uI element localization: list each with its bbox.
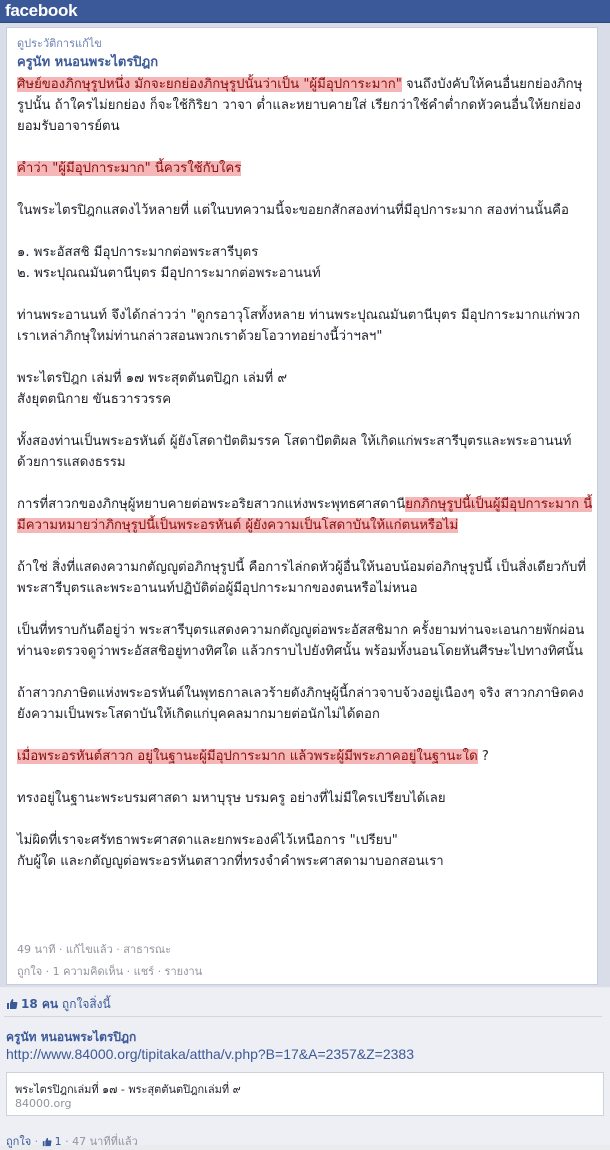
post-paragraph [17, 557, 595, 599]
paragraph-text: จนถึงบังคับให้คนอื่นยกย่องภิกษุรูปนั้น ถ้าใครไม่ยกย่อง ก็จะใช้กิริยา วาจา ต่ำและหยาบคายใส่ เรียกว่าใช้คำต่ำกดหัวคนอื่นให้ยกย่อง ยอมรับอาจารย์ตน [17, 77, 586, 134]
comment-time: · 47 นาทีที่แล้ว [65, 1135, 138, 1148]
highlighted-text: ศิษย์ของภิกษุรูปหนึ่ง มักจะยกย่องภิกษุรูปนั้นว่าเป็น "ผู้มีอุปการะมาก" [17, 77, 402, 92]
paragraph-gap [17, 809, 595, 830]
paragraph-gap [17, 662, 595, 683]
top-bar [0, 0, 610, 23]
highlighted-text: ยกภิกษุรูปนี้เป็นผู้มีอุปการะมาก นี้มีความหมายว่าภิกษุรูปนี้เป็นพระอรหันต์ ผู้ยังความเป็นโสดาบันให้แก่ตนหรือไม่ [17, 497, 593, 533]
edit-history-link[interactable]: ดูประวัติการแก้ไข [17, 37, 102, 50]
post-paragraph [17, 305, 595, 347]
post-meta: 49 นาที · แก้ไขแล้ว · สาธารณะ [17, 943, 172, 956]
post-paragraph [17, 683, 595, 725]
paragraph-gap [17, 767, 595, 788]
paragraph-gap [17, 536, 595, 557]
paragraph-text: ถ้าสาวกภาษิตแห่งพระอรหันต์ในพุทธกาลเลวร้ายดังภิกษุผู้นี้กล่าวจาบจ้วงอยู่เนืองๆ จริง สาวกภาษิตคงยังความเป็นพระโสดาบันให้เกิดแก่บุคคลมากมายต่อนักไม่ได้ดอก [17, 686, 584, 722]
post-paragraph [17, 620, 595, 662]
paragraph-text: ในพระไตรปิฎกแสดงไว้หลายที่ แต่ในบทความนี้จะขอยกสักสองท่านที่มีอุปการะมาก สองท่านนั้นคือ [17, 203, 569, 218]
paragraph-gap [17, 137, 595, 158]
paragraph-text: ท่านพระอานนท์ จึงได้กล่าวว่า "ดูกรอาวุโสทั้งหลาย ท่านพระปุณณมันตานีบุตร มีอุปการะมากแก่พวกเราเหล่าภิกษุใหม่ท่านกล่าวสอนพวกเราด้วยโอวาทอย่างนี้ว่าฯลฯ" [17, 308, 581, 344]
like-count: 18 คน [21, 997, 59, 1011]
paragraph-gap [17, 347, 595, 368]
post-paragraph [17, 494, 595, 536]
thumbs-up-icon [6, 998, 18, 1010]
paragraph-text: พระไตรปิฎก เล่มที่ ๑๗ พระสุตตันตปิฎก เล่มที่ ๙ สังยุตตนิกาย ขันธวารวรรค [17, 371, 288, 407]
post-paragraph [17, 431, 595, 473]
comment-like-count[interactable]: 1 [54, 1135, 62, 1148]
post-body [17, 74, 595, 872]
post-paragraph [17, 158, 595, 179]
comment-link[interactable]: http://www.84000.org/tipitaka/attha/v.php?B=17&A=2357&Z=2383 [6, 1046, 414, 1062]
post-paragraph [17, 368, 595, 410]
divider [4, 1016, 602, 1017]
highlighted-text: เมื่อพระอรหันต์สาวก อยู่ในฐานะผู้มีอุปการะมาก แล้วพระผู้มีพระภาคอยู่ในฐานะใด [17, 749, 478, 764]
post-paragraph [17, 242, 595, 284]
post-paragraph [17, 788, 595, 809]
paragraph-text: ? [477, 749, 489, 764]
paragraph-gap [17, 284, 595, 305]
comment-author[interactable]: ครูนัท หนอนพระไตรปิฎก [6, 1030, 137, 1044]
thumbs-up-icon [42, 1137, 52, 1147]
paragraph-gap [17, 599, 595, 620]
preview-domain: 84000.org [15, 1097, 72, 1110]
post-actions[interactable]: ถูกใจ · 1 ความคิดเห็น · แชร์ · รายงาน [17, 965, 203, 978]
paragraph-gap [17, 179, 595, 200]
post-paragraph [17, 746, 595, 767]
post-author[interactable]: ครูนัท หนอนพระไตรปิฎก [17, 55, 159, 70]
paragraph-text: การที่สาวกของภิกษุผู้หยาบคายต่อพระอริยสาวกแห่งพระพุทธศาสดานี [17, 497, 406, 512]
post-paragraph [17, 830, 595, 872]
paragraph-text: ทั้งสองท่านเป็นพระอรหันต์ ผู้ยังโสดาปัตติมรรค โสดาปัตติผล ให้เกิดแก่พระสารีบุตรและพระอานนท์ ด้วยการแสดงธรรม [17, 434, 576, 470]
paragraph-gap [17, 410, 595, 431]
post-paragraph [17, 200, 595, 221]
link-preview[interactable] [6, 1072, 604, 1116]
post-frame [0, 23, 610, 987]
preview-title: พระไตรปิฎกเล่มที่ ๑๗ - พระสุตตันตปิฎกเล่มที่ ๙ [15, 1083, 241, 1096]
paragraph-gap [17, 473, 595, 494]
post-paragraph [17, 74, 595, 137]
paragraph-text: ๑. พระอัสสชิ มีอุปการะมากต่อพระสารีบุตร ๒. พระปุณณมันตานีบุตร มีอุปการะมากต่อพระอานนท์ [17, 245, 321, 281]
highlighted-text: คำว่า "ผู้มีอุปการะมาก" นี้ควรใช้กับใคร [17, 161, 242, 176]
paragraph-text: ทรงอยู่ในฐานะพระบรมศาสดา มหาบุรุษ บรมครู อย่างที่ไม่มีใครเปรียบได้เลย [17, 791, 446, 806]
feedback-section [0, 988, 610, 1148]
like-suffix: ถูกใจสิ่งนี้ [58, 997, 111, 1011]
facebook-logo[interactable]: facebook [5, 1, 78, 20]
paragraph-text: ไม่ผิดที่เราจะศรัทธาพระศาสดาและยกพระองค์ไว้เหนือการ "เปรียบ" กับผู้ใด และกตัญญูต่อพระอรหันตสาวกที่ทรงจำคำพระศาสดามาบอกสอนเรา [17, 833, 444, 869]
like-summary[interactable] [6, 995, 111, 1014]
comment-meta: ถูกใจ · 1 · 47 นาทีที่แล้ว [6, 1135, 138, 1148]
paragraph-text: เป็นที่ทราบกันดีอยู่ว่า พระสารีบุตรแสดงความกตัญญูต่อพระอัสสชิมาก ครั้งยามท่านจะเอนกายพักผ่อน ท่านจะตรวจดูว่าพระอัสสชิอยู่ทางทิศใด แล้วกราบไปยังทิศนั้น พร้อมทั้งนอนโดยหันศีรษะไปทางทิศนั้น [17, 623, 589, 659]
paragraph-text: ถ้าใช่ สิ่งที่แสดงความกตัญญูต่อภิกษุรูปนี้ คือการไล่กดหัวผู้อื่นให้นอบน้อมต่อภิกษุรูปนี้ เป็นสิ่งเดียวกับที่พระสารีบุตรและพระอานนท์ปฏิบัติต่อผู้มีอุปการะมากของตนหรือไม่หนอ [17, 560, 587, 596]
post-card [6, 27, 598, 985]
paragraph-gap [17, 725, 595, 746]
paragraph-gap [17, 221, 595, 242]
comment-like-link[interactable]: ถูกใจ [6, 1135, 32, 1148]
